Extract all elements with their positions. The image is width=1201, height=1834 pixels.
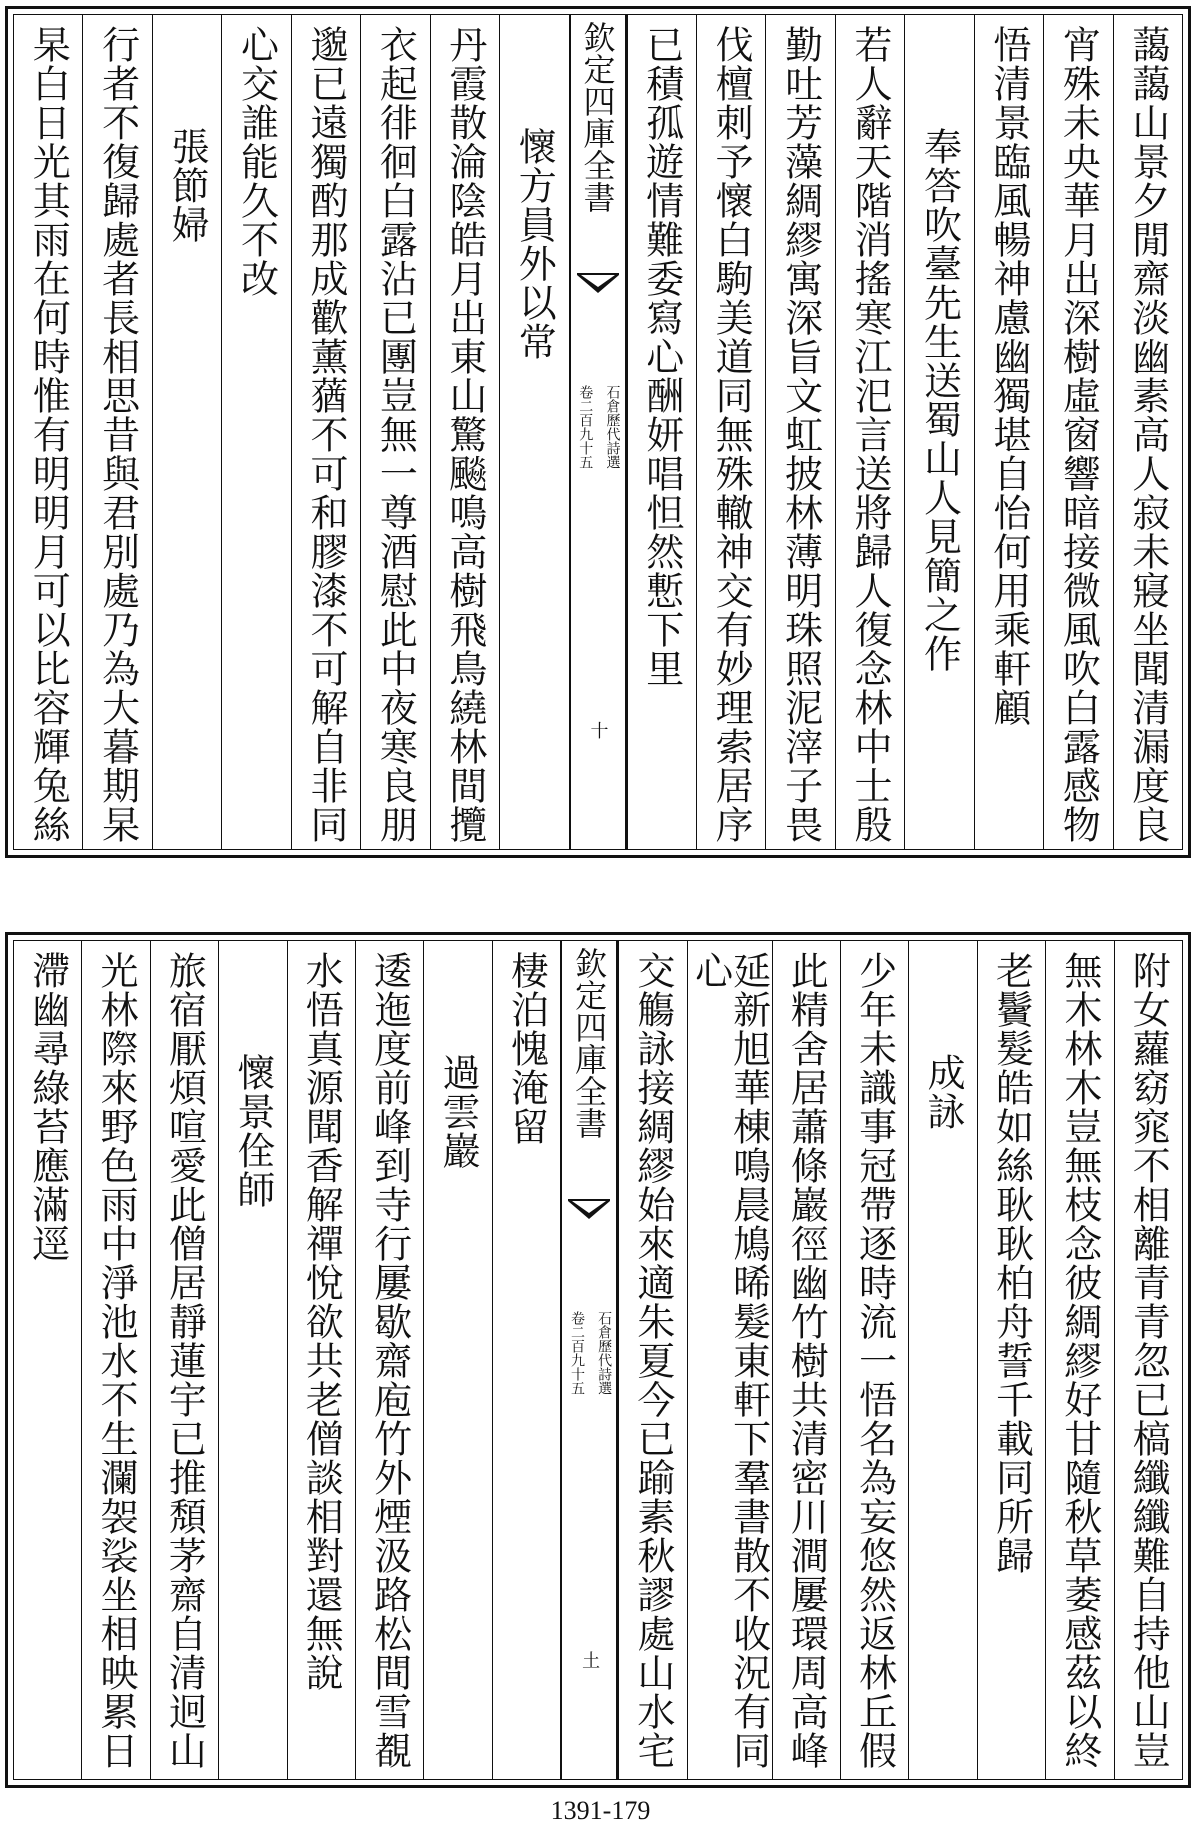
page-number: 1391-179 xyxy=(550,1796,651,1825)
banner-title: 欽定四庫全書 xyxy=(578,21,617,213)
poem-title-column: 過雲巖 xyxy=(423,941,491,1779)
text-column: 若人辭天階消搖寒江汜言送將歸人復念林中士殷 xyxy=(835,15,904,849)
poem-title-column: 張節婦 xyxy=(152,15,221,849)
center-banner xyxy=(560,941,618,1779)
text-column: 旅宿厭煩喧愛此僧居靜蓮宇已推頽茅齋自清迥山 xyxy=(150,941,218,1779)
banner-title: 欽定四庫全書 xyxy=(570,947,609,1139)
text-column: 逶迤度前峰到寺行屢歇齋庖竹外煙汲路松間雪覩 xyxy=(355,941,423,1779)
text-column: 光林際來野色雨中淨池水不生瀾袈裟坐相映累日 xyxy=(81,941,149,1779)
text-column: 已積孤遊情難委寫心酬妍唱怛然慙下里 xyxy=(627,15,696,849)
text-column: 伐檀刺予懷白駒美道同無殊轍神交有妙理索居序 xyxy=(696,15,765,849)
banner-leaf-number: 十 xyxy=(587,721,609,739)
text-column: 棲泊愧淹留 xyxy=(492,941,560,1779)
text-column: 丹霞散淪陰皓月出東山驚飈鳴高樹飛鳥繞林間攬 xyxy=(430,15,499,849)
text-column: 行者不復歸處者長相思昔與君別處乃為大暮期杲 xyxy=(82,15,151,849)
text-column: 延新旭華棟鳴晨鳩晞髮東軒下羣書散不收況有同心 xyxy=(687,941,772,1779)
top-page xyxy=(5,6,1191,858)
text-column: 勤吐芳藻綢繆寓深旨文虹披林薄明珠照泥滓子畏 xyxy=(765,15,834,849)
text-column: 悟清景臨風暢神慮幽獨堪自怡何用乘軒顧 xyxy=(974,15,1043,849)
poem-title-column: 懷方員外以常 xyxy=(499,15,568,849)
fish-tail-mark-icon xyxy=(568,1199,610,1231)
text-column: 宵殊未央華月出深樹虛窗響暗接微風吹白露感物 xyxy=(1043,15,1112,849)
banner-source: 石倉歷代詩選 xyxy=(596,1311,613,1395)
text-column: 滯幽尋綠苔應滿逕 xyxy=(25,951,70,1263)
text-column: 少年未識事冠帶逐時流一悟名為妄悠然返林丘假 xyxy=(840,941,908,1779)
banner-source: 石倉歷代詩選 xyxy=(604,385,621,469)
banner-volume: 卷二百九十五 xyxy=(568,1311,585,1395)
poem-title-column: 懷景佺師 xyxy=(218,941,286,1779)
text-column: 邈已遠獨酌那成歡薰蕕不可和膠漆不可解自非同 xyxy=(291,15,360,849)
top-page-columns xyxy=(13,14,1183,850)
text-column: 無木林木豈無枝念彼綢繆好甘隨秋草萎感茲以終 xyxy=(1045,941,1113,1779)
text-column: 水悟真源聞香解禪悅欲共老僧談相對還無說 xyxy=(287,941,355,1779)
text-column: 衣起徘徊白露沾已團豈無一尊酒慰此中夜寒良朋 xyxy=(360,15,429,849)
banner-leaf-number: 土 xyxy=(579,1651,601,1669)
poem-title-column: 成詠 xyxy=(908,941,976,1779)
fish-tail-mark-icon xyxy=(577,273,619,305)
bottom-page-columns xyxy=(13,940,1183,1780)
text-column: 心交誰能久不改 xyxy=(221,15,290,849)
bottom-page xyxy=(5,932,1191,1788)
text-column: 交觴詠接綢繆始來適朱夏今已踰素秋謬處山水宅 xyxy=(618,941,686,1779)
banner-volume: 卷二百九十五 xyxy=(577,385,594,469)
text-column: 杲白日光其雨在何時惟有明明月可以比容輝兔絲 xyxy=(26,25,71,844)
center-banner xyxy=(569,15,627,849)
poem-title-column: 奉答吹臺先生送蜀山人見簡之作 xyxy=(904,15,973,849)
text-column: 附女蘿窈窕不相離青青忽已槁纖纖難自持他山豈 xyxy=(1114,941,1182,1779)
text-column: 此精舍居蕭條巖徑幽竹樹共清密川澗屢環周高峰 xyxy=(772,941,840,1779)
text-column: 藹藹山景夕閒齋淡幽素高人寂未寢坐聞清漏度良 xyxy=(1113,15,1182,849)
text-column: 老鬢髮皓如絲耿耿柏舟誓千載同所歸 xyxy=(977,941,1045,1779)
